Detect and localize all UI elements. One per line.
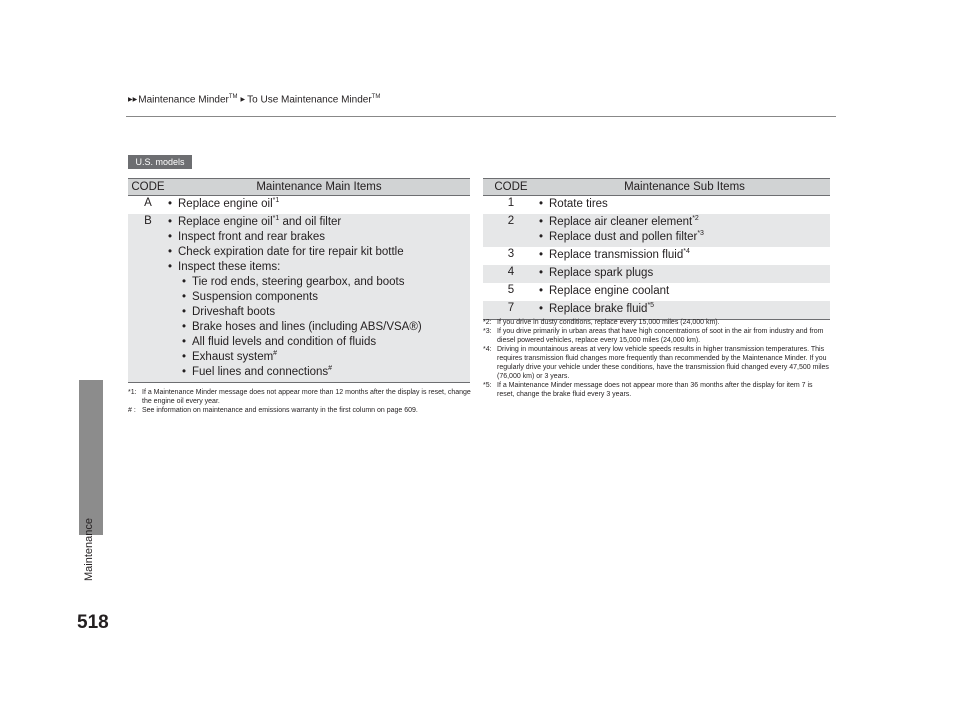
footnote-ref: *1 — [272, 197, 280, 205]
bullet-icon: • — [182, 351, 187, 363]
list-item — [539, 230, 830, 245]
list-item — [168, 305, 470, 320]
footnote-ref: *4 — [683, 248, 690, 256]
row-items — [539, 196, 830, 215]
list-item — [168, 320, 470, 335]
list-item — [168, 260, 470, 275]
list-item — [539, 215, 830, 230]
list-item — [168, 365, 470, 380]
item-text: Fuel lines and connections — [192, 366, 329, 378]
list-item — [539, 248, 830, 263]
sub-table-footnotes — [483, 318, 830, 399]
list-item — [539, 197, 830, 212]
footnote-text: If a Maintenance Minder message does not appear more than 36 months after the display for item 7 is reset, change the brake fluid every 3 years. — [497, 382, 813, 398]
footnote — [128, 388, 473, 406]
column-header-sub-items: Maintenance Sub Items — [539, 179, 830, 196]
item-text: Check expiration date for tire repair kit bottle — [178, 246, 404, 258]
item-text: Driveshaft boots — [192, 306, 276, 318]
bullet-icon: • — [539, 285, 544, 297]
list-item — [539, 266, 830, 281]
row-code: 5 — [507, 284, 515, 296]
row-items — [168, 196, 470, 215]
models-badge: U.S. models — [128, 155, 192, 169]
footnote-mark: # : — [128, 407, 136, 414]
footnote-ref: *5 — [647, 302, 655, 310]
section-side-label: Maintenance — [83, 518, 95, 581]
bullet-icon: • — [539, 303, 544, 315]
bullet-icon: • — [182, 276, 187, 288]
row-code: B — [128, 214, 168, 383]
footnote-mark: *4: — [483, 346, 492, 353]
row-items — [539, 247, 830, 265]
bullet-icon: • — [168, 198, 173, 210]
item-text: Rotate tires — [549, 198, 608, 210]
table-row — [483, 265, 830, 283]
footnote-ref: *1 — [272, 215, 280, 223]
footnote-text: See information on maintenance and emissions warranty in the first column on page 609. — [142, 407, 418, 414]
item-text: All fluid levels and condition of fluids — [192, 336, 377, 348]
list-item — [168, 335, 470, 350]
bullet-icon: • — [182, 306, 187, 318]
maintenance-sub-items-table — [483, 178, 830, 320]
bullet-icon: • — [539, 267, 544, 279]
list-item — [168, 197, 470, 212]
footnote — [483, 318, 830, 327]
row-code: 7 — [483, 301, 539, 320]
bullet-icon: • — [168, 261, 173, 273]
list-item — [168, 290, 470, 305]
list-item — [168, 350, 470, 365]
bullet-icon: • — [182, 336, 187, 348]
item-text: Replace dust and pollen filter — [549, 231, 698, 243]
row-items — [539, 265, 830, 283]
list-item — [539, 302, 830, 317]
footnote-mark: *1: — [128, 389, 137, 396]
item-text: Replace air cleaner element — [549, 216, 693, 228]
list-item — [168, 245, 470, 260]
row-items — [539, 301, 830, 320]
row-code: 2 — [483, 214, 539, 247]
list-item — [168, 275, 470, 290]
bullet-icon: • — [539, 198, 544, 210]
footnote-mark: *3: — [483, 328, 492, 335]
section-side-tab — [79, 380, 103, 535]
row-items — [168, 214, 470, 383]
item-text: Inspect these items: — [178, 261, 281, 273]
item-text: Tie rod ends, steering gearbox, and boots — [192, 276, 405, 288]
list-item — [168, 215, 470, 230]
footnote — [483, 327, 830, 345]
footnote-ref: *3 — [697, 230, 704, 238]
column-header-main-items: Maintenance Main Items — [168, 179, 470, 196]
table-row — [128, 196, 470, 215]
bullet-icon: • — [168, 216, 173, 228]
page-number: 518 — [77, 612, 109, 633]
item-text: Replace transmission fluid — [549, 249, 684, 261]
item-text: Replace engine oil — [178, 198, 273, 210]
breadcrumb-item-to-use[interactable]: To Use Maintenance Minder™ — [247, 94, 381, 106]
footnote-ref: # — [328, 365, 333, 373]
item-text: Replace spark plugs — [549, 267, 654, 279]
table-row — [483, 214, 830, 247]
header-divider — [126, 116, 836, 117]
footnote-text: If you drive primarily in urban areas that have high concentrations of soot in the air from industry and from diesel powered vehicles, replace every 15,000 miles (24,000 km). — [497, 328, 824, 344]
footnote-text: Driving in mountainous areas at very low vehicle speeds results in higher transmission temperatures. This requires transmission fluid changes more frequently than recommended by the Maintenance Minder. If you regularly drive your vehicle under these conditions, have the transmission fluid changed every 47,500 miles (76,000 km) or 3 years. — [497, 346, 829, 380]
main-table-footnotes — [128, 388, 473, 415]
breadcrumb-item-maintenance-minder[interactable]: Maintenance Minder™ — [138, 94, 238, 106]
row-code: 1 — [507, 197, 515, 209]
row-code: A — [144, 197, 152, 209]
footnote — [483, 381, 830, 399]
table-row — [483, 196, 830, 215]
breadcrumb — [128, 94, 380, 105]
row-code: 4 — [483, 265, 539, 283]
footnote-ref: *2 — [692, 215, 699, 223]
list-item — [539, 284, 830, 299]
item-text: Suspension components — [192, 291, 318, 303]
bullet-icon: • — [182, 321, 187, 333]
item-text: Replace engine oil — [178, 216, 273, 228]
footnote-text: If you drive in dusty conditions, replace every 15,000 miles (24,000 km). — [497, 319, 720, 326]
bullet-icon: • — [168, 231, 173, 243]
item-text: Inspect front and rear brakes — [178, 231, 326, 243]
table-row — [483, 283, 830, 301]
row-code: 3 — [507, 248, 515, 260]
bullet-icon: • — [539, 216, 544, 228]
maintenance-main-items-table — [128, 178, 470, 383]
bullet-icon: • — [182, 291, 187, 303]
table-row — [483, 301, 830, 320]
breadcrumb-arrow-icon: ▶ — [240, 97, 246, 104]
footnote-mark: *2: — [483, 319, 492, 326]
bullet-icon: • — [539, 249, 544, 261]
footnote-mark: *5: — [483, 382, 492, 389]
footnote-ref: # — [273, 350, 278, 358]
table-row — [128, 214, 470, 383]
list-item — [168, 230, 470, 245]
row-items — [539, 214, 830, 247]
bullet-icon: • — [539, 231, 544, 243]
bullet-icon: • — [168, 246, 173, 258]
footnote — [483, 345, 830, 381]
breadcrumb-arrow-icon: ▶▶ — [128, 97, 138, 104]
item-text: Exhaust system — [192, 351, 274, 363]
item-text: Replace engine coolant — [549, 285, 670, 297]
item-text: Replace brake fluid — [549, 303, 648, 315]
row-items — [539, 283, 830, 301]
column-header-code: CODE — [483, 179, 539, 196]
item-text-after: and oil filter — [279, 216, 342, 228]
footnote — [128, 406, 473, 415]
footnote-text: If a Maintenance Minder message does not appear more than 12 months after the display is reset, change the engine oil every year. — [142, 389, 471, 405]
bullet-icon: • — [182, 366, 187, 378]
item-text: Brake hoses and lines (including ABS/VSA®) — [192, 321, 422, 333]
column-header-code: CODE — [128, 179, 168, 196]
table-row — [483, 247, 830, 265]
